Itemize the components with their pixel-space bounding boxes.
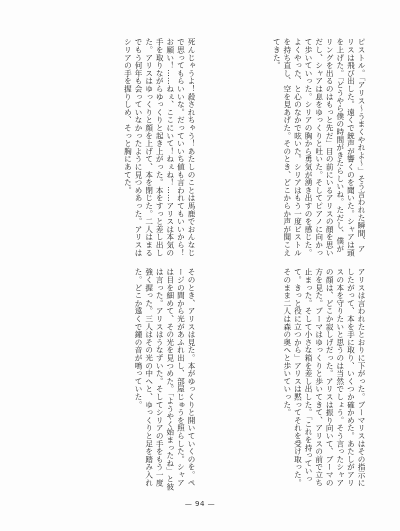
text-block-lower-right [196, 268, 366, 494]
text-block-upper-left [26, 38, 196, 260]
paragraph: 死んじゃうよ！殺されちゃう！あたしのことは馬鹿でおんなじで思ってもらいいな。だっていいち値も言われてもいいから！お願い！……ねぇ、ここにいて！ねぇね！……アリスは本気の手を取りながらゆっくりと起き上がった。本をすっと差し出した。アリスはゆっくりと顔を上げて、本を閉じた。二人はまるでもう何年も会っていなかったように見つめあった。アリスはシリアの手を握りしめ、そっと胸にあてた。 [123, 38, 196, 257]
page-number: — 94 — [184, 500, 216, 508]
text-block-upper-right [196, 38, 366, 260]
paragraph: ピストル。「アリス〜うまくやれよ〜」そう言われた瞬間、アリスは飛び出した。遠くで銃声が響くのを聞いた。シャアは頭を上げた。「どうやら僕の時間がきたらしいね。ただし、僕がリングを出るのはもっと先だ」目の前にいるアリスの顔を思いだし、シャアは息をゆっくりと吐いた。そしてピアノに向かって歩いていった。シリアの胸から勇気が湧き出すのを感じた。よくやった、と心のなかで呟いた。シリアはもう一度ピストルを持ち直し、空を見あげた。そのとき、どこからか声が聞こえてきた。 [272, 38, 366, 257]
paragraph: そのとき、アリスは見た。本がゆっくりと開いていくのを。ページの間から光があふれ出し、部屋じゅうを照らした。シャアは目を細めて、その光を見つめた。「ようやく始まったね」と彼は言った。アリスはうなずいた。そしてシリアの手をもう一度強く握った。三人はその光の中へと、ゆっくりと足を踏み入れた。どこか遠くで鐘の音が鳴っていた。 [134, 268, 196, 491]
paragraph: アリスは言われたとおりに下がった。ブーマリスはその指示にしたがって、本を手に取り、いくつか確かめた。あたしがアリスの本を守りたいと思うのは当然でしょう。そう言ったシャアの顔は、どこか寂しげだった。アリスは振り向いて、ブーマの方を見た。ブーマはゆっくりと歩いてきて、アリスの前で立ち止まった。そして小さな箱を差し出した。「これを持っていって。きっと役に立つから」アリスは黙ってそれを受け取った。そのまま二人は森の奥へと歩いていった。 [282, 268, 366, 487]
text-block-lower-left [26, 268, 196, 494]
